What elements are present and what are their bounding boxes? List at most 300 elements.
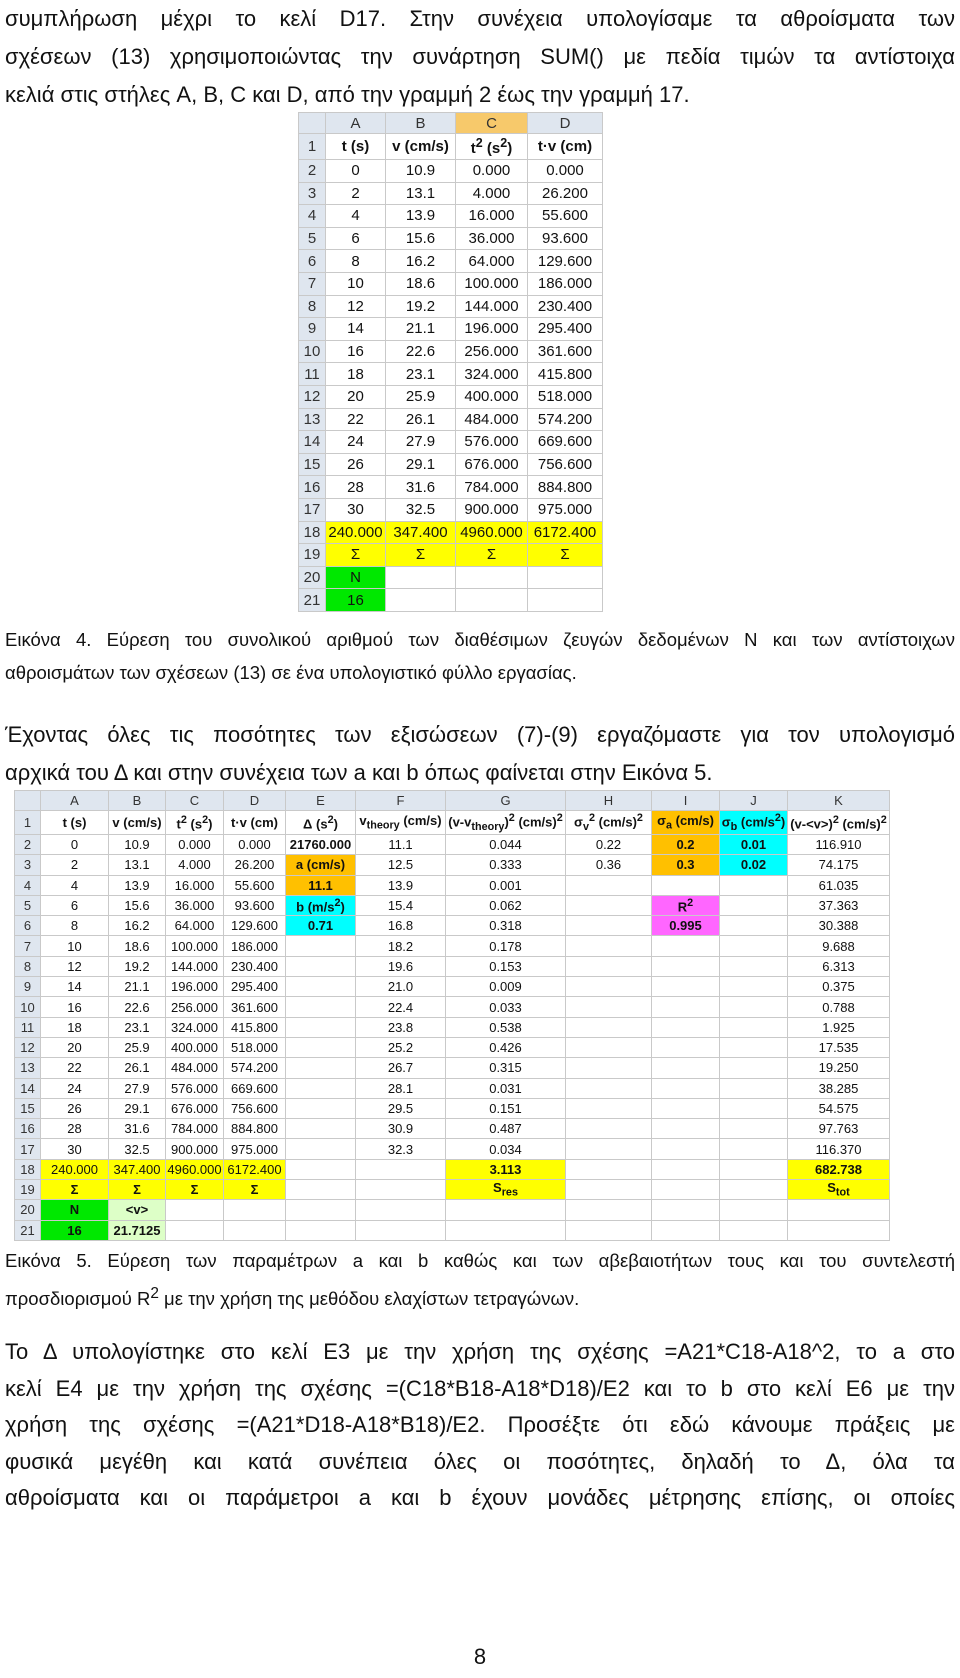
residual-squared-cell[interactable]: 0.001 xyxy=(446,875,566,895)
data-cell[interactable]: 28 xyxy=(326,476,386,499)
row-header[interactable]: 21 xyxy=(299,589,326,612)
empty-cell[interactable] xyxy=(286,1180,356,1200)
sigma-label-cell[interactable]: Σ xyxy=(386,544,456,567)
header-cell-tv[interactable]: t·v (cm) xyxy=(224,811,286,835)
empty-cell[interactable] xyxy=(720,997,788,1017)
v-theory-cell[interactable]: 28.1 xyxy=(356,1078,446,1098)
v-theory-cell[interactable]: 30.9 xyxy=(356,1119,446,1139)
row-header[interactable]: 14 xyxy=(299,431,326,454)
data-cell[interactable]: 32.5 xyxy=(109,1139,166,1159)
data-cell[interactable]: 0 xyxy=(41,835,109,855)
empty-cell[interactable] xyxy=(356,1159,446,1179)
sigma-a-cell[interactable]: 0.2 xyxy=(652,835,720,855)
header-cell-sigma-b[interactable]: $\sigma_b$ $(cm/s^2)$ xyxy=(720,811,788,835)
empty-cell[interactable] xyxy=(720,1180,788,1200)
r-squared-label-cell[interactable]: $R^2$ xyxy=(652,895,720,915)
empty-cell[interactable] xyxy=(566,1200,652,1220)
empty-cell[interactable] xyxy=(528,589,603,612)
empty-cell[interactable] xyxy=(286,936,356,956)
data-cell[interactable]: 884.800 xyxy=(224,1119,286,1139)
empty-cell[interactable] xyxy=(286,997,356,1017)
row-header[interactable]: 6 xyxy=(299,250,326,273)
empty-cell[interactable] xyxy=(720,1037,788,1057)
data-cell[interactable]: 2 xyxy=(326,182,386,205)
residual-sum-cell[interactable]: 3.113 xyxy=(446,1159,566,1179)
empty-cell[interactable] xyxy=(652,1200,720,1220)
data-cell[interactable]: 975.000 xyxy=(528,498,603,521)
empty-cell[interactable] xyxy=(286,1159,356,1179)
data-cell[interactable]: 186.000 xyxy=(224,936,286,956)
data-cell[interactable]: 100.000 xyxy=(166,936,224,956)
data-cell[interactable]: 295.400 xyxy=(528,318,603,341)
column-header[interactable]: C xyxy=(166,791,224,811)
data-cell[interactable]: 574.200 xyxy=(224,1058,286,1078)
empty-cell[interactable] xyxy=(566,916,652,936)
empty-cell[interactable] xyxy=(652,1180,720,1200)
data-cell[interactable]: 4.000 xyxy=(166,855,224,875)
data-cell[interactable]: 324.000 xyxy=(456,363,528,386)
column-header[interactable]: I xyxy=(652,791,720,811)
data-cell[interactable]: 676.000 xyxy=(166,1098,224,1118)
data-cell[interactable]: 16.000 xyxy=(456,205,528,228)
v-theory-cell[interactable]: 19.6 xyxy=(356,956,446,976)
data-cell[interactable]: 975.000 xyxy=(224,1139,286,1159)
empty-cell[interactable] xyxy=(166,1200,224,1220)
row-header[interactable]: 10 xyxy=(15,997,41,1017)
data-cell[interactable]: 10 xyxy=(41,936,109,956)
empty-cell[interactable] xyxy=(720,1139,788,1159)
data-cell[interactable]: 29.1 xyxy=(386,453,456,476)
data-cell[interactable]: 19.2 xyxy=(109,956,166,976)
column-header[interactable]: H xyxy=(566,791,652,811)
data-cell[interactable]: 6 xyxy=(41,895,109,915)
residual-squared-cell[interactable]: 0.031 xyxy=(446,1078,566,1098)
data-cell[interactable]: 10.9 xyxy=(109,835,166,855)
empty-cell[interactable] xyxy=(788,1200,890,1220)
row-header[interactable]: 1 xyxy=(299,134,326,160)
empty-cell[interactable] xyxy=(652,1139,720,1159)
data-cell[interactable]: 129.600 xyxy=(224,916,286,936)
row-header[interactable]: 14 xyxy=(15,1078,41,1098)
header-cell-sigma-a[interactable]: $\sigma_a$ (cm/s) xyxy=(652,811,720,835)
total-squared-cell[interactable]: 74.175 xyxy=(788,855,890,875)
header-cell-v-theory[interactable]: $v_{theory}$ (cm/s) xyxy=(356,811,446,835)
empty-cell[interactable] xyxy=(566,997,652,1017)
row-header[interactable]: 7 xyxy=(15,936,41,956)
data-cell[interactable]: 756.600 xyxy=(224,1098,286,1118)
empty-cell[interactable] xyxy=(446,1220,566,1240)
data-cell[interactable]: 13.1 xyxy=(109,855,166,875)
data-cell[interactable]: 18 xyxy=(326,363,386,386)
sigma-label-cell[interactable]: Σ xyxy=(109,1180,166,1200)
data-cell[interactable]: 576.000 xyxy=(166,1078,224,1098)
data-cell[interactable]: 16.2 xyxy=(386,250,456,273)
empty-cell[interactable] xyxy=(566,1220,652,1240)
data-cell[interactable]: 26.200 xyxy=(528,182,603,205)
empty-cell[interactable] xyxy=(286,1017,356,1037)
data-cell[interactable]: 24 xyxy=(326,431,386,454)
sum-cell[interactable]: 240.000 xyxy=(326,521,386,544)
data-cell[interactable]: 93.600 xyxy=(528,227,603,250)
data-cell[interactable]: 26.1 xyxy=(109,1058,166,1078)
v-mean-value-cell[interactable]: 21.7125 xyxy=(109,1220,166,1240)
v-theory-cell[interactable]: 21.0 xyxy=(356,977,446,997)
empty-cell[interactable] xyxy=(386,589,456,612)
empty-cell[interactable] xyxy=(286,1078,356,1098)
residual-squared-cell[interactable]: 0.318 xyxy=(446,916,566,936)
total-squared-cell[interactable]: 116.910 xyxy=(788,835,890,855)
empty-cell[interactable] xyxy=(720,875,788,895)
data-cell[interactable]: 36.000 xyxy=(456,227,528,250)
total-squared-cell[interactable]: 54.575 xyxy=(788,1098,890,1118)
empty-cell[interactable] xyxy=(652,956,720,976)
empty-cell[interactable] xyxy=(386,566,456,589)
data-cell[interactable]: 129.600 xyxy=(528,250,603,273)
v-theory-cell[interactable]: 15.4 xyxy=(356,895,446,915)
empty-cell[interactable] xyxy=(652,875,720,895)
data-cell[interactable]: 21.1 xyxy=(109,977,166,997)
data-cell[interactable]: 27.9 xyxy=(386,431,456,454)
data-cell[interactable]: 144.000 xyxy=(456,295,528,318)
data-cell[interactable]: 0 xyxy=(326,160,386,183)
residual-squared-cell[interactable]: 0.538 xyxy=(446,1017,566,1037)
header-cell-v[interactable]: v (cm/s) xyxy=(109,811,166,835)
data-cell[interactable]: 230.400 xyxy=(528,295,603,318)
residual-squared-cell[interactable]: 0.044 xyxy=(446,835,566,855)
data-cell[interactable]: 784.000 xyxy=(456,476,528,499)
data-cell[interactable]: 30 xyxy=(326,498,386,521)
column-header[interactable]: K xyxy=(788,791,890,811)
total-squared-cell[interactable]: 30.388 xyxy=(788,916,890,936)
total-sum-cell[interactable]: 682.738 xyxy=(788,1159,890,1179)
empty-cell[interactable] xyxy=(566,1037,652,1057)
row-header[interactable]: 17 xyxy=(299,498,326,521)
data-cell[interactable]: 361.600 xyxy=(528,340,603,363)
row-header[interactable]: 3 xyxy=(299,182,326,205)
row-header[interactable]: 7 xyxy=(299,272,326,295)
data-cell[interactable]: 93.600 xyxy=(224,895,286,915)
empty-cell[interactable] xyxy=(286,1220,356,1240)
column-header[interactable]: C xyxy=(456,113,528,134)
data-cell[interactable]: 0.000 xyxy=(224,835,286,855)
data-cell[interactable]: 12 xyxy=(41,956,109,976)
s-res-label-cell[interactable]: $S_{res}$ xyxy=(446,1180,566,1200)
data-cell[interactable]: 15.6 xyxy=(109,895,166,915)
data-cell[interactable]: 22.6 xyxy=(386,340,456,363)
column-header[interactable]: J xyxy=(720,791,788,811)
empty-cell[interactable] xyxy=(652,977,720,997)
row-header[interactable]: 15 xyxy=(15,1098,41,1118)
data-cell[interactable]: 23.1 xyxy=(386,363,456,386)
sigma-label-cell[interactable]: Σ xyxy=(326,544,386,567)
data-cell[interactable]: 10.9 xyxy=(386,160,456,183)
v-theory-cell[interactable]: 32.3 xyxy=(356,1139,446,1159)
data-cell[interactable]: 196.000 xyxy=(166,977,224,997)
column-header[interactable]: A xyxy=(326,113,386,134)
data-cell[interactable]: 26.1 xyxy=(386,408,456,431)
empty-cell[interactable] xyxy=(652,936,720,956)
empty-cell[interactable] xyxy=(456,589,528,612)
data-cell[interactable]: 22.6 xyxy=(109,997,166,1017)
data-cell[interactable]: 13.1 xyxy=(386,182,456,205)
row-header[interactable]: 13 xyxy=(299,408,326,431)
data-cell[interactable]: 24 xyxy=(41,1078,109,1098)
data-cell[interactable]: 14 xyxy=(326,318,386,341)
empty-cell[interactable] xyxy=(652,1058,720,1078)
empty-cell[interactable] xyxy=(286,1037,356,1057)
sum-cell[interactable]: 4960.000 xyxy=(166,1159,224,1179)
sum-cell[interactable]: 347.400 xyxy=(109,1159,166,1179)
sigma-label-cell[interactable]: Σ xyxy=(528,544,603,567)
residual-squared-cell[interactable]: 0.009 xyxy=(446,977,566,997)
residual-squared-cell[interactable]: 0.333 xyxy=(446,855,566,875)
empty-cell[interactable] xyxy=(720,1017,788,1037)
data-cell[interactable]: 256.000 xyxy=(456,340,528,363)
row-header[interactable]: 18 xyxy=(299,521,326,544)
data-cell[interactable]: 144.000 xyxy=(166,956,224,976)
data-cell[interactable]: 484.000 xyxy=(456,408,528,431)
data-cell[interactable]: 4.000 xyxy=(456,182,528,205)
empty-cell[interactable] xyxy=(286,1119,356,1139)
empty-cell[interactable] xyxy=(566,1159,652,1179)
column-header[interactable]: B xyxy=(109,791,166,811)
sigma-b-cell[interactable]: 0.02 xyxy=(720,855,788,875)
total-squared-cell[interactable]: 116.370 xyxy=(788,1139,890,1159)
data-cell[interactable]: 576.000 xyxy=(456,431,528,454)
sigma-label-cell[interactable]: Σ xyxy=(41,1180,109,1200)
total-squared-cell[interactable]: 0.375 xyxy=(788,977,890,997)
data-cell[interactable]: 400.000 xyxy=(456,385,528,408)
residual-squared-cell[interactable]: 0.426 xyxy=(446,1037,566,1057)
empty-cell[interactable] xyxy=(720,916,788,936)
empty-cell[interactable] xyxy=(286,1058,356,1078)
empty-cell[interactable] xyxy=(652,1098,720,1118)
data-cell[interactable]: 756.600 xyxy=(528,453,603,476)
residual-squared-cell[interactable]: 0.062 xyxy=(446,895,566,915)
data-cell[interactable]: 900.000 xyxy=(166,1139,224,1159)
row-header[interactable]: 3 xyxy=(15,855,41,875)
row-header[interactable]: 18 xyxy=(15,1159,41,1179)
residual-squared-cell[interactable]: 0.178 xyxy=(446,936,566,956)
residual-squared-cell[interactable]: 0.153 xyxy=(446,956,566,976)
empty-cell[interactable] xyxy=(456,566,528,589)
row-header[interactable]: 17 xyxy=(15,1139,41,1159)
data-cell[interactable]: 400.000 xyxy=(166,1037,224,1057)
total-squared-cell[interactable]: 61.035 xyxy=(788,875,890,895)
sigma-a-cell[interactable]: 0.3 xyxy=(652,855,720,875)
s-tot-label-cell[interactable]: $S_{tot}$ xyxy=(788,1180,890,1200)
data-cell[interactable]: 20 xyxy=(326,385,386,408)
row-header[interactable]: 10 xyxy=(299,340,326,363)
row-header[interactable]: 12 xyxy=(15,1037,41,1057)
total-squared-cell[interactable]: 0.788 xyxy=(788,997,890,1017)
sigma-label-cell[interactable]: Σ xyxy=(166,1180,224,1200)
data-cell[interactable]: 415.800 xyxy=(224,1017,286,1037)
empty-cell[interactable] xyxy=(356,1180,446,1200)
empty-cell[interactable] xyxy=(720,895,788,915)
header-cell-v[interactable]: v (cm/s) xyxy=(386,134,456,160)
data-cell[interactable]: 669.600 xyxy=(528,431,603,454)
empty-cell[interactable] xyxy=(720,1159,788,1179)
row-header[interactable]: 15 xyxy=(299,453,326,476)
row-header[interactable]: 9 xyxy=(299,318,326,341)
row-header[interactable]: 13 xyxy=(15,1058,41,1078)
data-cell[interactable]: 21.1 xyxy=(386,318,456,341)
data-cell[interactable]: 29.1 xyxy=(109,1098,166,1118)
row-header[interactable]: 8 xyxy=(15,956,41,976)
v-mean-label-cell[interactable]: <v> xyxy=(109,1200,166,1220)
header-cell-total-squared[interactable]: (v-<v>)$^2$ $(cm/s)^2$ xyxy=(788,811,890,835)
row-header[interactable]: 6 xyxy=(15,916,41,936)
row-header[interactable]: 1 xyxy=(15,811,41,835)
empty-cell[interactable] xyxy=(566,875,652,895)
data-cell[interactable]: 16 xyxy=(326,340,386,363)
data-cell[interactable]: 15.6 xyxy=(386,227,456,250)
empty-cell[interactable] xyxy=(652,1017,720,1037)
residual-squared-cell[interactable]: 0.315 xyxy=(446,1058,566,1078)
sum-cell[interactable]: 240.000 xyxy=(41,1159,109,1179)
row-header[interactable]: 5 xyxy=(15,895,41,915)
sigma-v-squared-cell[interactable]: 0.22 xyxy=(566,835,652,855)
empty-cell[interactable] xyxy=(286,977,356,997)
data-cell[interactable]: 884.800 xyxy=(528,476,603,499)
data-cell[interactable]: 669.600 xyxy=(224,1078,286,1098)
data-cell[interactable]: 4 xyxy=(326,205,386,228)
empty-cell[interactable] xyxy=(566,895,652,915)
empty-cell[interactable] xyxy=(566,936,652,956)
column-header[interactable]: A xyxy=(41,791,109,811)
column-header[interactable]: D xyxy=(528,113,603,134)
data-cell[interactable]: 18.6 xyxy=(386,272,456,295)
data-cell[interactable]: 26.200 xyxy=(224,855,286,875)
total-squared-cell[interactable]: 97.763 xyxy=(788,1119,890,1139)
residual-squared-cell[interactable]: 0.034 xyxy=(446,1139,566,1159)
column-header[interactable]: G xyxy=(446,791,566,811)
data-cell[interactable]: 26 xyxy=(326,453,386,476)
data-cell[interactable]: 14 xyxy=(41,977,109,997)
data-cell[interactable]: 518.000 xyxy=(224,1037,286,1057)
column-header[interactable]: B xyxy=(386,113,456,134)
data-cell[interactable]: 8 xyxy=(41,916,109,936)
data-cell[interactable]: 20 xyxy=(41,1037,109,1057)
data-cell[interactable]: 2 xyxy=(41,855,109,875)
row-header[interactable]: 4 xyxy=(299,205,326,228)
data-cell[interactable]: 13.9 xyxy=(386,205,456,228)
header-cell-t[interactable]: t (s) xyxy=(41,811,109,835)
header-cell-t-squared[interactable]: $t^2$ $(s^2)$ xyxy=(166,811,224,835)
empty-cell[interactable] xyxy=(720,977,788,997)
data-cell[interactable]: 30 xyxy=(41,1139,109,1159)
row-header[interactable]: 4 xyxy=(15,875,41,895)
data-cell[interactable]: 25.9 xyxy=(386,385,456,408)
data-cell[interactable]: 55.600 xyxy=(224,875,286,895)
header-cell-t[interactable]: t (s) xyxy=(326,134,386,160)
header-cell-tv[interactable]: t·v (cm) xyxy=(528,134,603,160)
empty-cell[interactable] xyxy=(286,1200,356,1220)
row-header[interactable]: 19 xyxy=(299,544,326,567)
empty-cell[interactable] xyxy=(652,1159,720,1179)
row-header[interactable]: 20 xyxy=(15,1200,41,1220)
total-squared-cell[interactable]: 37.363 xyxy=(788,895,890,915)
data-cell[interactable]: 27.9 xyxy=(109,1078,166,1098)
n-value-cell[interactable]: 16 xyxy=(326,589,386,612)
row-header[interactable]: 11 xyxy=(15,1017,41,1037)
n-value-cell[interactable]: 16 xyxy=(41,1220,109,1240)
v-theory-cell[interactable]: 23.8 xyxy=(356,1017,446,1037)
empty-cell[interactable] xyxy=(566,1180,652,1200)
a-value-cell[interactable]: 11.1 xyxy=(286,875,356,895)
empty-cell[interactable] xyxy=(356,1220,446,1240)
row-header[interactable]: 2 xyxy=(299,160,326,183)
data-cell[interactable]: 6 xyxy=(326,227,386,250)
empty-cell[interactable] xyxy=(720,956,788,976)
data-cell[interactable]: 55.600 xyxy=(528,205,603,228)
sum-cell[interactable]: 6172.400 xyxy=(224,1159,286,1179)
row-header[interactable]: 9 xyxy=(15,977,41,997)
empty-cell[interactable] xyxy=(566,956,652,976)
empty-cell[interactable] xyxy=(720,1098,788,1118)
empty-cell[interactable] xyxy=(652,1078,720,1098)
row-header[interactable]: 2 xyxy=(15,835,41,855)
data-cell[interactable]: 12 xyxy=(326,295,386,318)
column-header[interactable]: E xyxy=(286,791,356,811)
empty-cell[interactable] xyxy=(286,1098,356,1118)
empty-cell[interactable] xyxy=(720,1119,788,1139)
empty-cell[interactable] xyxy=(166,1220,224,1240)
data-cell[interactable]: 13.9 xyxy=(109,875,166,895)
empty-cell[interactable] xyxy=(720,1220,788,1240)
data-cell[interactable]: 22 xyxy=(326,408,386,431)
row-header[interactable]: 19 xyxy=(15,1180,41,1200)
empty-cell[interactable] xyxy=(224,1220,286,1240)
row-header[interactable]: 8 xyxy=(299,295,326,318)
total-squared-cell[interactable]: 17.535 xyxy=(788,1037,890,1057)
total-squared-cell[interactable]: 9.688 xyxy=(788,936,890,956)
empty-cell[interactable] xyxy=(446,1200,566,1220)
data-cell[interactable]: 295.400 xyxy=(224,977,286,997)
empty-cell[interactable] xyxy=(566,977,652,997)
a-label-cell[interactable]: a (cm/s) xyxy=(286,855,356,875)
data-cell[interactable]: 19.2 xyxy=(386,295,456,318)
data-cell[interactable]: 0.000 xyxy=(528,160,603,183)
empty-cell[interactable] xyxy=(566,1139,652,1159)
residual-squared-cell[interactable]: 0.033 xyxy=(446,997,566,1017)
data-cell[interactable]: 484.000 xyxy=(166,1058,224,1078)
n-label-cell[interactable]: N xyxy=(41,1200,109,1220)
data-cell[interactable]: 8 xyxy=(326,250,386,273)
data-cell[interactable]: 4 xyxy=(41,875,109,895)
v-theory-cell[interactable]: 26.7 xyxy=(356,1058,446,1078)
data-cell[interactable]: 31.6 xyxy=(386,476,456,499)
data-cell[interactable]: 18 xyxy=(41,1017,109,1037)
sigma-label-cell[interactable]: Σ xyxy=(456,544,528,567)
empty-cell[interactable] xyxy=(652,1119,720,1139)
empty-cell[interactable] xyxy=(720,936,788,956)
row-header[interactable]: 12 xyxy=(299,385,326,408)
sigma-label-cell[interactable]: Σ xyxy=(224,1180,286,1200)
v-theory-cell[interactable]: 25.2 xyxy=(356,1037,446,1057)
data-cell[interactable]: 230.400 xyxy=(224,956,286,976)
r-squared-value-cell[interactable]: 0.995 xyxy=(652,916,720,936)
empty-cell[interactable] xyxy=(720,1058,788,1078)
row-header[interactable]: 21 xyxy=(15,1220,41,1240)
total-squared-cell[interactable]: 6.313 xyxy=(788,956,890,976)
empty-cell[interactable] xyxy=(224,1200,286,1220)
data-cell[interactable]: 324.000 xyxy=(166,1017,224,1037)
header-cell-sigma-v-squared[interactable]: $\sigma_v^2$ $(cm/s)^2$ xyxy=(566,811,652,835)
total-squared-cell[interactable]: 19.250 xyxy=(788,1058,890,1078)
v-theory-cell[interactable]: 22.4 xyxy=(356,997,446,1017)
